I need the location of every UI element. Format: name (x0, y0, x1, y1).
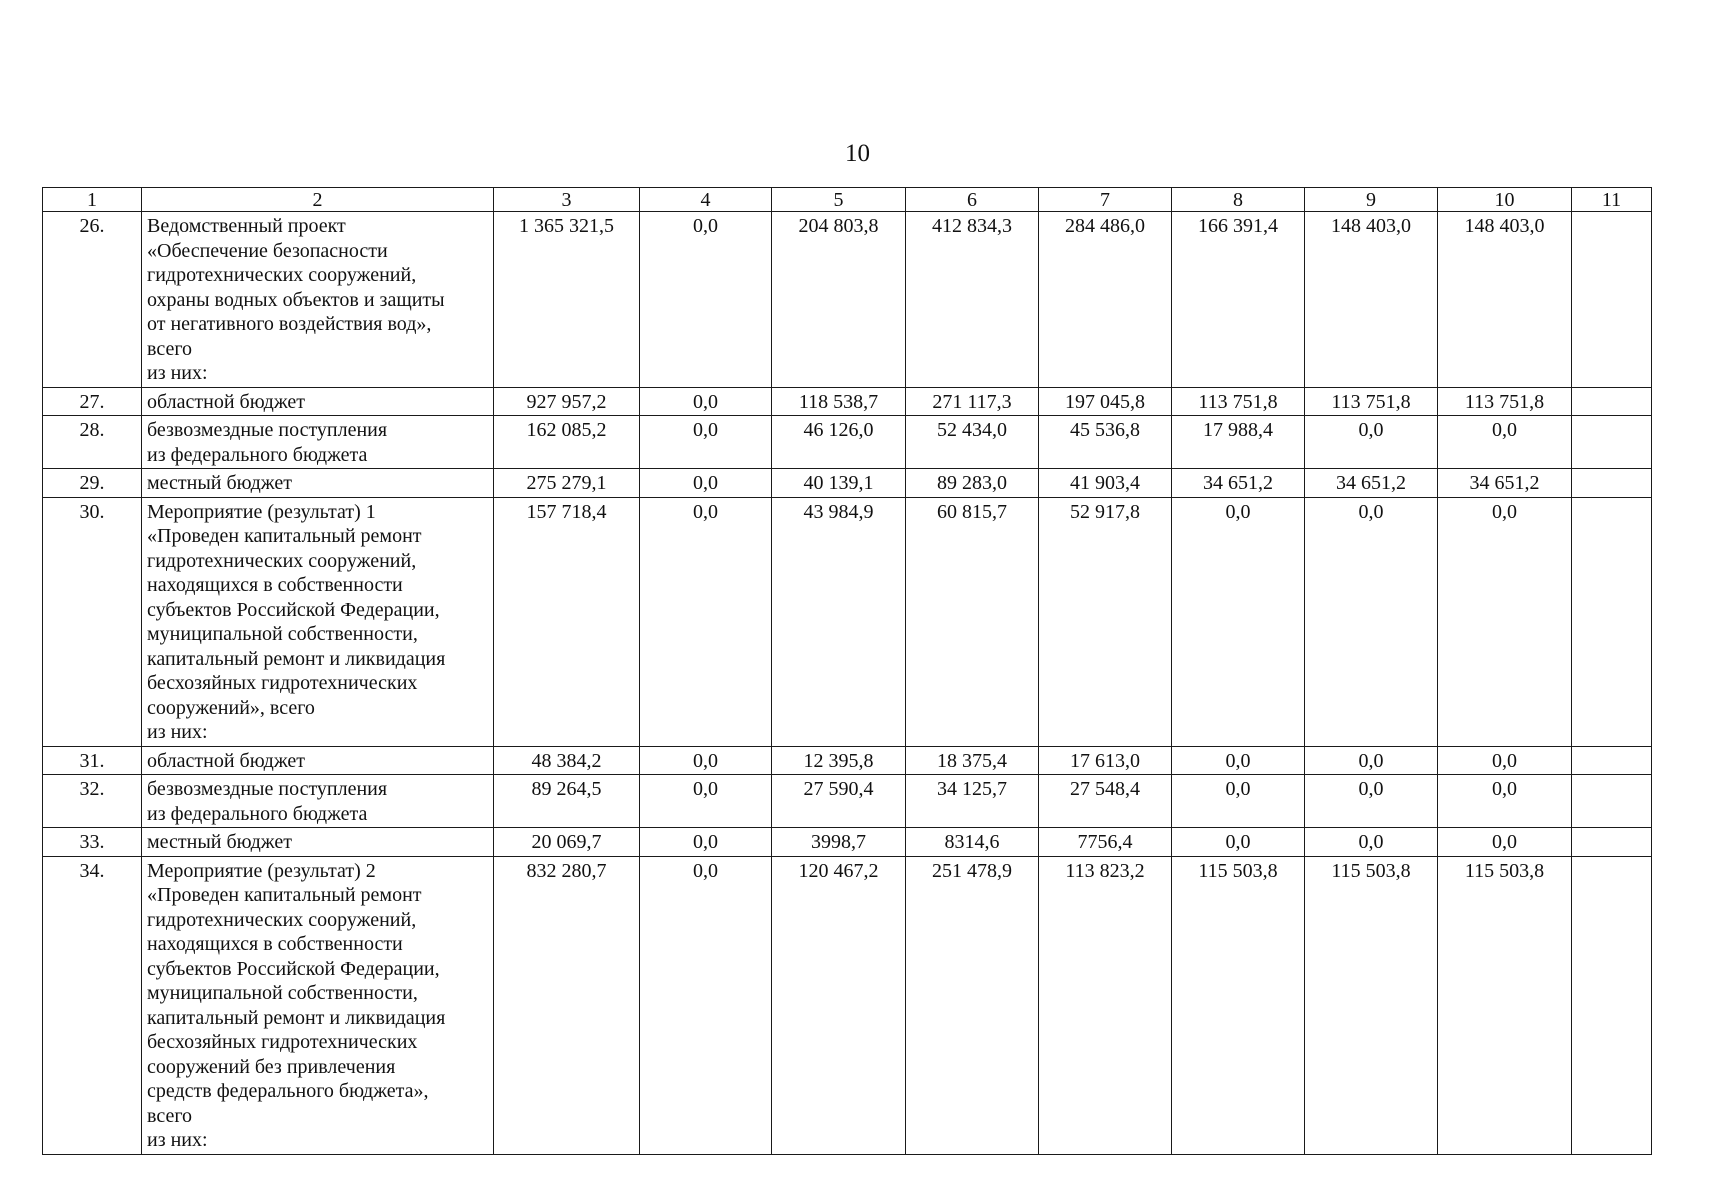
row-name (142, 387, 494, 416)
row-name-line: «Проведен капитальный ремонт (147, 525, 422, 547)
table-row (43, 469, 1652, 498)
value-cell-col-5: 43 984,9 (772, 497, 906, 746)
value-cell-col-5: 46 126,0 (772, 416, 906, 469)
row-name-line: находящихся в собственности (147, 574, 403, 596)
table-body (43, 212, 1652, 1155)
row-name (142, 469, 494, 498)
row-number: 28. (43, 416, 142, 469)
value-cell-col-6: 60 815,7 (906, 497, 1039, 746)
value-cell-col-10: 0,0 (1438, 775, 1572, 828)
row-name (142, 746, 494, 775)
row-number: 32. (43, 775, 142, 828)
value-cell-col-6: 89 283,0 (906, 469, 1039, 498)
row-number: 27. (43, 387, 142, 416)
value-cell-col-4: 0,0 (640, 469, 772, 498)
table-row (43, 416, 1652, 469)
value-cell-col-11 (1572, 469, 1652, 498)
row-name-line: из федерального бюджета (147, 802, 368, 825)
value-cell-col-8: 0,0 (1172, 828, 1305, 857)
row-number: 29. (43, 469, 142, 498)
value-cell-col-10: 34 651,2 (1438, 469, 1572, 498)
value-cell-col-11 (1572, 497, 1652, 746)
value-cell-col-8: 113 751,8 (1172, 387, 1305, 416)
page-number: 10 (845, 140, 870, 167)
value-cell-col-11 (1572, 416, 1652, 469)
row-number: 26. (43, 212, 142, 388)
value-cell-col-9: 148 403,0 (1305, 212, 1438, 388)
value-cell-col-7: 41 903,4 (1039, 469, 1172, 498)
row-name (142, 828, 494, 857)
value-cell-col-9: 0,0 (1305, 497, 1438, 746)
table-row (43, 387, 1652, 416)
value-cell-col-4: 0,0 (640, 828, 772, 857)
value-cell-col-11 (1572, 775, 1652, 828)
value-cell-col-4: 0,0 (640, 387, 772, 416)
value-cell-col-8: 0,0 (1172, 497, 1305, 746)
value-cell-col-7: 45 536,8 (1039, 416, 1172, 469)
value-cell-col-11 (1572, 387, 1652, 416)
table-row (43, 828, 1652, 857)
value-cell-col-3: 48 384,2 (494, 746, 640, 775)
value-cell-col-4: 0,0 (640, 416, 772, 469)
value-cell-col-5: 120 467,2 (772, 856, 906, 1154)
value-cell-col-3: 1 365 321,5 (494, 212, 640, 388)
value-cell-col-7: 284 486,0 (1039, 212, 1172, 388)
header-row (43, 188, 1652, 212)
row-name (142, 856, 494, 1154)
column-header-4: 4 (640, 188, 772, 212)
value-cell-col-11 (1572, 746, 1652, 775)
value-cell-col-5: 40 139,1 (772, 469, 906, 498)
row-name-line: всего (147, 1104, 193, 1127)
row-name-line: капитальный ремонт и ликвидация (147, 647, 446, 670)
value-cell-col-9: 113 751,8 (1305, 387, 1438, 416)
value-cell-col-6: 52 434,0 (906, 416, 1039, 469)
table-row (43, 497, 1652, 746)
row-name-line: находящихся в собственности (147, 933, 403, 955)
row-name-line: местный бюджет (147, 831, 292, 853)
value-cell-col-10: 115 503,8 (1438, 856, 1572, 1154)
value-cell-col-5: 118 538,7 (772, 387, 906, 416)
value-cell-col-9: 0,0 (1305, 775, 1438, 828)
value-cell-col-4: 0,0 (640, 497, 772, 746)
row-name-line: муниципальной собственности, (147, 982, 418, 1004)
value-cell-col-8: 17 988,4 (1172, 416, 1305, 469)
column-header-6: 6 (906, 188, 1039, 212)
row-name-line: охраны водных объектов и защиты (147, 288, 445, 311)
value-cell-col-6: 8314,6 (906, 828, 1039, 857)
value-cell-col-6: 251 478,9 (906, 856, 1039, 1154)
value-cell-col-3: 275 279,1 (494, 469, 640, 498)
value-cell-col-3: 927 957,2 (494, 387, 640, 416)
row-name-line: Мероприятие (результат) 2 (147, 859, 376, 882)
value-cell-col-6: 271 117,3 (906, 387, 1039, 416)
value-cell-col-5: 3998,7 (772, 828, 906, 857)
value-cell-col-6: 18 375,4 (906, 746, 1039, 775)
column-header-3: 3 (494, 188, 640, 212)
value-cell-col-11 (1572, 212, 1652, 388)
row-name-line: капитальный ремонт и ликвидация (147, 1006, 446, 1029)
value-cell-col-9: 0,0 (1305, 416, 1438, 469)
row-name-line: от негативного воздействия вод», (147, 313, 432, 335)
row-name-line: субъектов Российской Федерации, (147, 957, 440, 980)
row-name-line: Мероприятие (результат) 1 (147, 500, 376, 523)
row-name-line: Ведомственный проект (147, 215, 346, 237)
value-cell-col-3: 157 718,4 (494, 497, 640, 746)
row-name-line: всего (147, 337, 193, 360)
column-header-2: 2 (142, 188, 494, 212)
value-cell-col-7: 113 823,2 (1039, 856, 1172, 1154)
row-name-line: гидротехнических сооружений, (147, 549, 417, 572)
row-name-line: безвозмездные поступления (147, 778, 388, 800)
row-name-line: сооружений без привлечения (147, 1055, 396, 1078)
row-name-line: бесхозяйных гидротехнических (147, 1031, 418, 1053)
value-cell-col-6: 412 834,3 (906, 212, 1039, 388)
value-cell-col-10: 0,0 (1438, 416, 1572, 469)
row-name-line: местный бюджет (147, 472, 292, 494)
value-cell-col-8: 0,0 (1172, 746, 1305, 775)
value-cell-col-10: 0,0 (1438, 746, 1572, 775)
value-cell-col-4: 0,0 (640, 775, 772, 828)
row-name-line: бесхозяйных гидротехнических (147, 672, 418, 694)
row-number: 30. (43, 497, 142, 746)
value-cell-col-5: 12 395,8 (772, 746, 906, 775)
row-name-line: из федерального бюджета (147, 443, 368, 466)
value-cell-col-8: 0,0 (1172, 775, 1305, 828)
value-cell-col-9: 0,0 (1305, 746, 1438, 775)
value-cell-col-9: 115 503,8 (1305, 856, 1438, 1154)
value-cell-col-9: 34 651,2 (1305, 469, 1438, 498)
row-name-line: муниципальной собственности, (147, 623, 418, 645)
value-cell-col-10: 0,0 (1438, 497, 1572, 746)
column-header-7: 7 (1039, 188, 1172, 212)
column-header-10: 10 (1438, 188, 1572, 212)
value-cell-col-3: 162 085,2 (494, 416, 640, 469)
row-name-line: областной бюджет (147, 390, 306, 413)
table-row (43, 746, 1652, 775)
row-name-line: из них: (147, 1129, 208, 1151)
row-name-line: из них: (147, 362, 208, 384)
row-name-line: «Обеспечение безопасности (147, 239, 388, 262)
value-cell-col-11 (1572, 856, 1652, 1154)
value-cell-col-7: 17 613,0 (1039, 746, 1172, 775)
value-cell-col-8: 115 503,8 (1172, 856, 1305, 1154)
row-name-line: гидротехнических сооружений, (147, 908, 417, 931)
row-name-line: гидротехнических сооружений, (147, 264, 417, 286)
value-cell-col-4: 0,0 (640, 856, 772, 1154)
value-cell-col-8: 166 391,4 (1172, 212, 1305, 388)
row-name (142, 416, 494, 469)
table-row (43, 775, 1652, 828)
value-cell-col-10: 148 403,0 (1438, 212, 1572, 388)
value-cell-col-11 (1572, 828, 1652, 857)
value-cell-col-10: 113 751,8 (1438, 387, 1572, 416)
value-cell-col-3: 832 280,7 (494, 856, 640, 1154)
column-header-8: 8 (1172, 188, 1305, 212)
value-cell-col-5: 204 803,8 (772, 212, 906, 388)
value-cell-col-8: 34 651,2 (1172, 469, 1305, 498)
row-name-line: из них: (147, 721, 208, 743)
value-cell-col-7: 197 045,8 (1039, 387, 1172, 416)
value-cell-col-7: 7756,4 (1039, 828, 1172, 857)
row-name (142, 497, 494, 746)
row-number: 34. (43, 856, 142, 1154)
row-name-line: областной бюджет (147, 749, 306, 772)
value-cell-col-9: 0,0 (1305, 828, 1438, 857)
value-cell-col-4: 0,0 (640, 212, 772, 388)
row-name (142, 775, 494, 828)
table-row (43, 212, 1652, 388)
row-name (142, 212, 494, 388)
value-cell-col-6: 34 125,7 (906, 775, 1039, 828)
column-header-11: 11 (1572, 188, 1652, 212)
value-cell-col-5: 27 590,4 (772, 775, 906, 828)
row-name-line: средств федерального бюджета», (147, 1080, 429, 1102)
value-cell-col-7: 52 917,8 (1039, 497, 1172, 746)
row-name-line: сооружений», всего (147, 696, 315, 719)
value-cell-col-10: 0,0 (1438, 828, 1572, 857)
value-cell-col-3: 89 264,5 (494, 775, 640, 828)
column-header-5: 5 (772, 188, 906, 212)
row-name-line: субъектов Российской Федерации, (147, 598, 440, 621)
column-header-1: 1 (43, 188, 142, 212)
table-row (43, 856, 1652, 1154)
row-number: 31. (43, 746, 142, 775)
row-name-line: «Проведен капитальный ремонт (147, 884, 422, 906)
column-header-9: 9 (1305, 188, 1438, 212)
budget-table (42, 187, 1652, 1155)
value-cell-col-4: 0,0 (640, 746, 772, 775)
row-number: 33. (43, 828, 142, 857)
row-name-line: безвозмездные поступления (147, 419, 388, 441)
value-cell-col-7: 27 548,4 (1039, 775, 1172, 828)
value-cell-col-3: 20 069,7 (494, 828, 640, 857)
